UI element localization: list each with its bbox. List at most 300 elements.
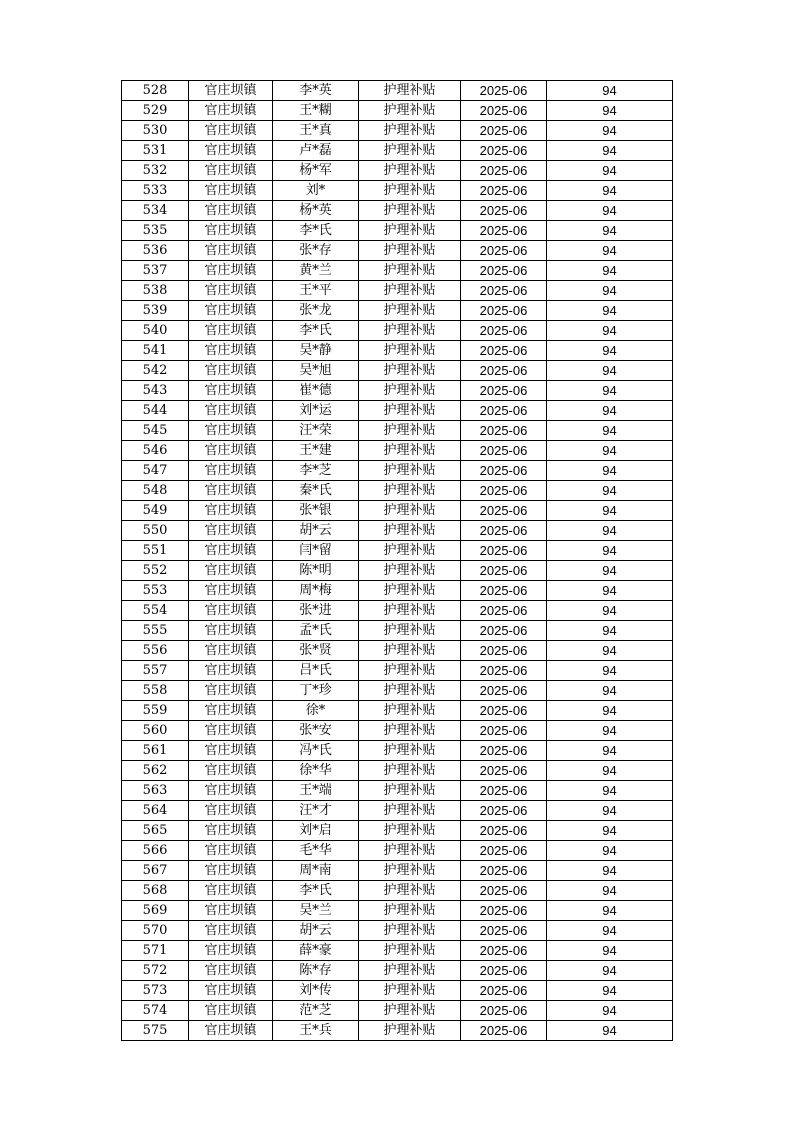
amount-cell: 94 [547, 241, 673, 261]
amount-cell: 94 [547, 861, 673, 881]
amount-cell: 94 [547, 181, 673, 201]
table-row [122, 921, 673, 941]
month-cell: 2025-06 [461, 181, 547, 201]
subsidy-type-cell: 护理补贴 [359, 241, 461, 261]
row-number-cell: 543 [122, 381, 189, 401]
amount-cell: 94 [547, 1001, 673, 1021]
town-cell: 官庄坝镇 [189, 801, 273, 821]
subsidy-type-cell: 护理补贴 [359, 821, 461, 841]
name-cell: 丁*珍 [273, 681, 359, 701]
month-cell: 2025-06 [461, 561, 547, 581]
town-cell: 官庄坝镇 [189, 381, 273, 401]
amount-cell: 94 [547, 901, 673, 921]
month-cell: 2025-06 [461, 381, 547, 401]
subsidy-type-cell: 护理补贴 [359, 941, 461, 961]
month-cell: 2025-06 [461, 761, 547, 781]
subsidy-type-cell: 护理补贴 [359, 841, 461, 861]
name-cell: 汪*荣 [273, 421, 359, 441]
amount-cell: 94 [547, 481, 673, 501]
subsidy-type-cell: 护理补贴 [359, 301, 461, 321]
month-cell: 2025-06 [461, 961, 547, 981]
table-row [122, 441, 673, 461]
table-row [122, 761, 673, 781]
subsidy-type-cell: 护理补贴 [359, 261, 461, 281]
table-row [122, 261, 673, 281]
name-cell: 卢*磊 [273, 141, 359, 161]
subsidy-table [121, 80, 673, 1041]
month-cell: 2025-06 [461, 581, 547, 601]
name-cell: 毛*华 [273, 841, 359, 861]
subsidy-type-cell: 护理补贴 [359, 721, 461, 741]
month-cell: 2025-06 [461, 601, 547, 621]
subsidy-type-cell: 护理补贴 [359, 561, 461, 581]
town-cell: 官庄坝镇 [189, 161, 273, 181]
month-cell: 2025-06 [461, 841, 547, 861]
name-cell: 王*糊 [273, 101, 359, 121]
month-cell: 2025-06 [461, 101, 547, 121]
name-cell: 李*氏 [273, 221, 359, 241]
amount-cell: 94 [547, 81, 673, 101]
subsidy-type-cell: 护理补贴 [359, 181, 461, 201]
month-cell: 2025-06 [461, 141, 547, 161]
name-cell: 张*银 [273, 501, 359, 521]
subsidy-type-cell: 护理补贴 [359, 701, 461, 721]
town-cell: 官庄坝镇 [189, 361, 273, 381]
row-number-cell: 538 [122, 281, 189, 301]
month-cell: 2025-06 [461, 361, 547, 381]
month-cell: 2025-06 [461, 661, 547, 681]
table-row [122, 321, 673, 341]
town-cell: 官庄坝镇 [189, 461, 273, 481]
amount-cell: 94 [547, 341, 673, 361]
table-row [122, 101, 673, 121]
name-cell: 李*英 [273, 81, 359, 101]
row-number-cell: 563 [122, 781, 189, 801]
row-number-cell: 557 [122, 661, 189, 681]
month-cell: 2025-06 [461, 541, 547, 561]
amount-cell: 94 [547, 121, 673, 141]
subsidy-type-cell: 护理补贴 [359, 1001, 461, 1021]
table-row [122, 701, 673, 721]
month-cell: 2025-06 [461, 521, 547, 541]
table-row [122, 281, 673, 301]
row-number-cell: 550 [122, 521, 189, 541]
row-number-cell: 549 [122, 501, 189, 521]
name-cell: 张*进 [273, 601, 359, 621]
row-number-cell: 542 [122, 361, 189, 381]
row-number-cell: 566 [122, 841, 189, 861]
month-cell: 2025-06 [461, 441, 547, 461]
name-cell: 王*端 [273, 781, 359, 801]
table-row [122, 1021, 673, 1041]
month-cell: 2025-06 [461, 301, 547, 321]
town-cell: 官庄坝镇 [189, 881, 273, 901]
name-cell: 胡*云 [273, 521, 359, 541]
name-cell: 周*南 [273, 861, 359, 881]
table-row [122, 421, 673, 441]
amount-cell: 94 [547, 741, 673, 761]
table-row [122, 541, 673, 561]
town-cell: 官庄坝镇 [189, 641, 273, 661]
table-row [122, 601, 673, 621]
row-number-cell: 548 [122, 481, 189, 501]
month-cell: 2025-06 [461, 501, 547, 521]
name-cell: 吴*静 [273, 341, 359, 361]
amount-cell: 94 [547, 821, 673, 841]
row-number-cell: 541 [122, 341, 189, 361]
amount-cell: 94 [547, 521, 673, 541]
table-row [122, 781, 673, 801]
row-number-cell: 565 [122, 821, 189, 841]
row-number-cell: 568 [122, 881, 189, 901]
town-cell: 官庄坝镇 [189, 421, 273, 441]
subsidy-type-cell: 护理补贴 [359, 781, 461, 801]
town-cell: 官庄坝镇 [189, 941, 273, 961]
subsidy-type-cell: 护理补贴 [359, 481, 461, 501]
name-cell: 徐* [273, 701, 359, 721]
row-number-cell: 534 [122, 201, 189, 221]
amount-cell: 94 [547, 701, 673, 721]
month-cell: 2025-06 [461, 921, 547, 941]
row-number-cell: 556 [122, 641, 189, 661]
town-cell: 官庄坝镇 [189, 821, 273, 841]
name-cell: 刘* [273, 181, 359, 201]
table-row [122, 221, 673, 241]
subsidy-type-cell: 护理补贴 [359, 81, 461, 101]
amount-cell: 94 [547, 661, 673, 681]
table-row [122, 861, 673, 881]
table-row [122, 641, 673, 661]
amount-cell: 94 [547, 801, 673, 821]
town-cell: 官庄坝镇 [189, 781, 273, 801]
row-number-cell: 575 [122, 1021, 189, 1041]
month-cell: 2025-06 [461, 481, 547, 501]
month-cell: 2025-06 [461, 121, 547, 141]
town-cell: 官庄坝镇 [189, 701, 273, 721]
row-number-cell: 561 [122, 741, 189, 761]
month-cell: 2025-06 [461, 721, 547, 741]
subsidy-type-cell: 护理补贴 [359, 421, 461, 441]
subsidy-type-cell: 护理补贴 [359, 861, 461, 881]
row-number-cell: 545 [122, 421, 189, 441]
subsidy-type-cell: 护理补贴 [359, 221, 461, 241]
subsidy-type-cell: 护理补贴 [359, 801, 461, 821]
row-number-cell: 528 [122, 81, 189, 101]
table-row [122, 941, 673, 961]
amount-cell: 94 [547, 581, 673, 601]
subsidy-type-cell: 护理补贴 [359, 661, 461, 681]
table-row [122, 581, 673, 601]
subsidy-type-cell: 护理补贴 [359, 501, 461, 521]
town-cell: 官庄坝镇 [189, 181, 273, 201]
town-cell: 官庄坝镇 [189, 961, 273, 981]
name-cell: 杨*英 [273, 201, 359, 221]
month-cell: 2025-06 [461, 321, 547, 341]
row-number-cell: 540 [122, 321, 189, 341]
month-cell: 2025-06 [461, 801, 547, 821]
town-cell: 官庄坝镇 [189, 561, 273, 581]
town-cell: 官庄坝镇 [189, 721, 273, 741]
amount-cell: 94 [547, 461, 673, 481]
subsidy-type-cell: 护理补贴 [359, 621, 461, 641]
row-number-cell: 572 [122, 961, 189, 981]
subsidy-type-cell: 护理补贴 [359, 201, 461, 221]
name-cell: 李*氏 [273, 321, 359, 341]
amount-cell: 94 [547, 141, 673, 161]
row-number-cell: 564 [122, 801, 189, 821]
table-row [122, 481, 673, 501]
amount-cell: 94 [547, 281, 673, 301]
name-cell: 王*平 [273, 281, 359, 301]
town-cell: 官庄坝镇 [189, 921, 273, 941]
subsidy-type-cell: 护理补贴 [359, 901, 461, 921]
subsidy-type-cell: 护理补贴 [359, 581, 461, 601]
amount-cell: 94 [547, 981, 673, 1001]
table-row [122, 181, 673, 201]
name-cell: 张*贤 [273, 641, 359, 661]
table-row [122, 821, 673, 841]
row-number-cell: 562 [122, 761, 189, 781]
subsidy-type-cell: 护理补贴 [359, 921, 461, 941]
row-number-cell: 546 [122, 441, 189, 461]
row-number-cell: 537 [122, 261, 189, 281]
amount-cell: 94 [547, 541, 673, 561]
amount-cell: 94 [547, 441, 673, 461]
table-row [122, 141, 673, 161]
row-number-cell: 531 [122, 141, 189, 161]
amount-cell: 94 [547, 501, 673, 521]
amount-cell: 94 [547, 381, 673, 401]
month-cell: 2025-06 [461, 281, 547, 301]
subsidy-type-cell: 护理补贴 [359, 881, 461, 901]
amount-cell: 94 [547, 621, 673, 641]
amount-cell: 94 [547, 101, 673, 121]
table-row [122, 301, 673, 321]
row-number-cell: 529 [122, 101, 189, 121]
name-cell: 李*氏 [273, 881, 359, 901]
month-cell: 2025-06 [461, 1001, 547, 1021]
name-cell: 薛*豪 [273, 941, 359, 961]
amount-cell: 94 [547, 201, 673, 221]
subsidy-type-cell: 护理补贴 [359, 601, 461, 621]
amount-cell: 94 [547, 781, 673, 801]
town-cell: 官庄坝镇 [189, 241, 273, 261]
name-cell: 冯*氏 [273, 741, 359, 761]
name-cell: 刘*启 [273, 821, 359, 841]
month-cell: 2025-06 [461, 421, 547, 441]
amount-cell: 94 [547, 881, 673, 901]
table-row [122, 801, 673, 821]
amount-cell: 94 [547, 841, 673, 861]
name-cell: 吴*旭 [273, 361, 359, 381]
name-cell: 孟*氏 [273, 621, 359, 641]
town-cell: 官庄坝镇 [189, 441, 273, 461]
town-cell: 官庄坝镇 [189, 621, 273, 641]
table-row [122, 681, 673, 701]
subsidy-type-cell: 护理补贴 [359, 1021, 461, 1041]
amount-cell: 94 [547, 261, 673, 281]
month-cell: 2025-06 [461, 161, 547, 181]
name-cell: 黄*兰 [273, 261, 359, 281]
name-cell: 张*龙 [273, 301, 359, 321]
month-cell: 2025-06 [461, 781, 547, 801]
month-cell: 2025-06 [461, 941, 547, 961]
subsidy-type-cell: 护理补贴 [359, 521, 461, 541]
subsidy-type-cell: 护理补贴 [359, 381, 461, 401]
table-row [122, 401, 673, 421]
subsidy-type-cell: 护理补贴 [359, 741, 461, 761]
table-row [122, 461, 673, 481]
table-row [122, 621, 673, 641]
subsidy-type-cell: 护理补贴 [359, 141, 461, 161]
subsidy-type-cell: 护理补贴 [359, 641, 461, 661]
month-cell: 2025-06 [461, 341, 547, 361]
town-cell: 官庄坝镇 [189, 101, 273, 121]
subsidy-type-cell: 护理补贴 [359, 441, 461, 461]
subsidy-type-cell: 护理补贴 [359, 361, 461, 381]
table-row [122, 741, 673, 761]
subsidy-type-cell: 护理补贴 [359, 541, 461, 561]
month-cell: 2025-06 [461, 821, 547, 841]
name-cell: 陈*存 [273, 961, 359, 981]
amount-cell: 94 [547, 941, 673, 961]
table-row [122, 881, 673, 901]
subsidy-type-cell: 护理补贴 [359, 161, 461, 181]
amount-cell: 94 [547, 161, 673, 181]
table-row [122, 341, 673, 361]
table-row [122, 901, 673, 921]
town-cell: 官庄坝镇 [189, 741, 273, 761]
month-cell: 2025-06 [461, 701, 547, 721]
name-cell: 王*真 [273, 121, 359, 141]
row-number-cell: 551 [122, 541, 189, 561]
name-cell: 杨*军 [273, 161, 359, 181]
amount-cell: 94 [547, 1021, 673, 1041]
row-number-cell: 573 [122, 981, 189, 1001]
town-cell: 官庄坝镇 [189, 201, 273, 221]
month-cell: 2025-06 [461, 241, 547, 261]
month-cell: 2025-06 [461, 261, 547, 281]
amount-cell: 94 [547, 921, 673, 941]
table-row [122, 201, 673, 221]
subsidy-type-cell: 护理补贴 [359, 961, 461, 981]
amount-cell: 94 [547, 301, 673, 321]
table-row [122, 361, 673, 381]
town-cell: 官庄坝镇 [189, 981, 273, 1001]
amount-cell: 94 [547, 641, 673, 661]
subsidy-table-body [122, 81, 673, 1041]
town-cell: 官庄坝镇 [189, 861, 273, 881]
table-row [122, 981, 673, 1001]
town-cell: 官庄坝镇 [189, 141, 273, 161]
table-row [122, 501, 673, 521]
row-number-cell: 574 [122, 1001, 189, 1021]
town-cell: 官庄坝镇 [189, 481, 273, 501]
table-row [122, 161, 673, 181]
row-number-cell: 554 [122, 601, 189, 621]
row-number-cell: 532 [122, 161, 189, 181]
row-number-cell: 553 [122, 581, 189, 601]
row-number-cell: 544 [122, 401, 189, 421]
amount-cell: 94 [547, 761, 673, 781]
name-cell: 秦*氏 [273, 481, 359, 501]
month-cell: 2025-06 [461, 681, 547, 701]
month-cell: 2025-06 [461, 201, 547, 221]
town-cell: 官庄坝镇 [189, 281, 273, 301]
month-cell: 2025-06 [461, 861, 547, 881]
town-cell: 官庄坝镇 [189, 221, 273, 241]
name-cell: 周*梅 [273, 581, 359, 601]
name-cell: 崔*德 [273, 381, 359, 401]
town-cell: 官庄坝镇 [189, 301, 273, 321]
row-number-cell: 535 [122, 221, 189, 241]
row-number-cell: 571 [122, 941, 189, 961]
table-row [122, 721, 673, 741]
month-cell: 2025-06 [461, 981, 547, 1001]
town-cell: 官庄坝镇 [189, 321, 273, 341]
town-cell: 官庄坝镇 [189, 1021, 273, 1041]
town-cell: 官庄坝镇 [189, 341, 273, 361]
month-cell: 2025-06 [461, 881, 547, 901]
table-row [122, 381, 673, 401]
name-cell: 张*存 [273, 241, 359, 261]
table-row [122, 1001, 673, 1021]
town-cell: 官庄坝镇 [189, 661, 273, 681]
month-cell: 2025-06 [461, 741, 547, 761]
amount-cell: 94 [547, 421, 673, 441]
subsidy-type-cell: 护理补贴 [359, 101, 461, 121]
amount-cell: 94 [547, 221, 673, 241]
amount-cell: 94 [547, 361, 673, 381]
amount-cell: 94 [547, 961, 673, 981]
town-cell: 官庄坝镇 [189, 681, 273, 701]
month-cell: 2025-06 [461, 81, 547, 101]
row-number-cell: 570 [122, 921, 189, 941]
table-row [122, 841, 673, 861]
row-number-cell: 536 [122, 241, 189, 261]
town-cell: 官庄坝镇 [189, 501, 273, 521]
subsidy-type-cell: 护理补贴 [359, 121, 461, 141]
town-cell: 官庄坝镇 [189, 541, 273, 561]
month-cell: 2025-06 [461, 461, 547, 481]
name-cell: 范*芝 [273, 1001, 359, 1021]
month-cell: 2025-06 [461, 1021, 547, 1041]
row-number-cell: 569 [122, 901, 189, 921]
amount-cell: 94 [547, 321, 673, 341]
row-number-cell: 530 [122, 121, 189, 141]
subsidy-type-cell: 护理补贴 [359, 341, 461, 361]
name-cell: 胡*云 [273, 921, 359, 941]
town-cell: 官庄坝镇 [189, 901, 273, 921]
subsidy-type-cell: 护理补贴 [359, 401, 461, 421]
name-cell: 刘*运 [273, 401, 359, 421]
month-cell: 2025-06 [461, 221, 547, 241]
town-cell: 官庄坝镇 [189, 521, 273, 541]
amount-cell: 94 [547, 721, 673, 741]
subsidy-type-cell: 护理补贴 [359, 281, 461, 301]
town-cell: 官庄坝镇 [189, 81, 273, 101]
name-cell: 王*兵 [273, 1021, 359, 1041]
subsidy-type-cell: 护理补贴 [359, 321, 461, 341]
town-cell: 官庄坝镇 [189, 401, 273, 421]
table-row [122, 521, 673, 541]
name-cell: 王*建 [273, 441, 359, 461]
amount-cell: 94 [547, 401, 673, 421]
table-row [122, 121, 673, 141]
name-cell: 吴*兰 [273, 901, 359, 921]
table-row [122, 661, 673, 681]
name-cell: 吕*氏 [273, 661, 359, 681]
